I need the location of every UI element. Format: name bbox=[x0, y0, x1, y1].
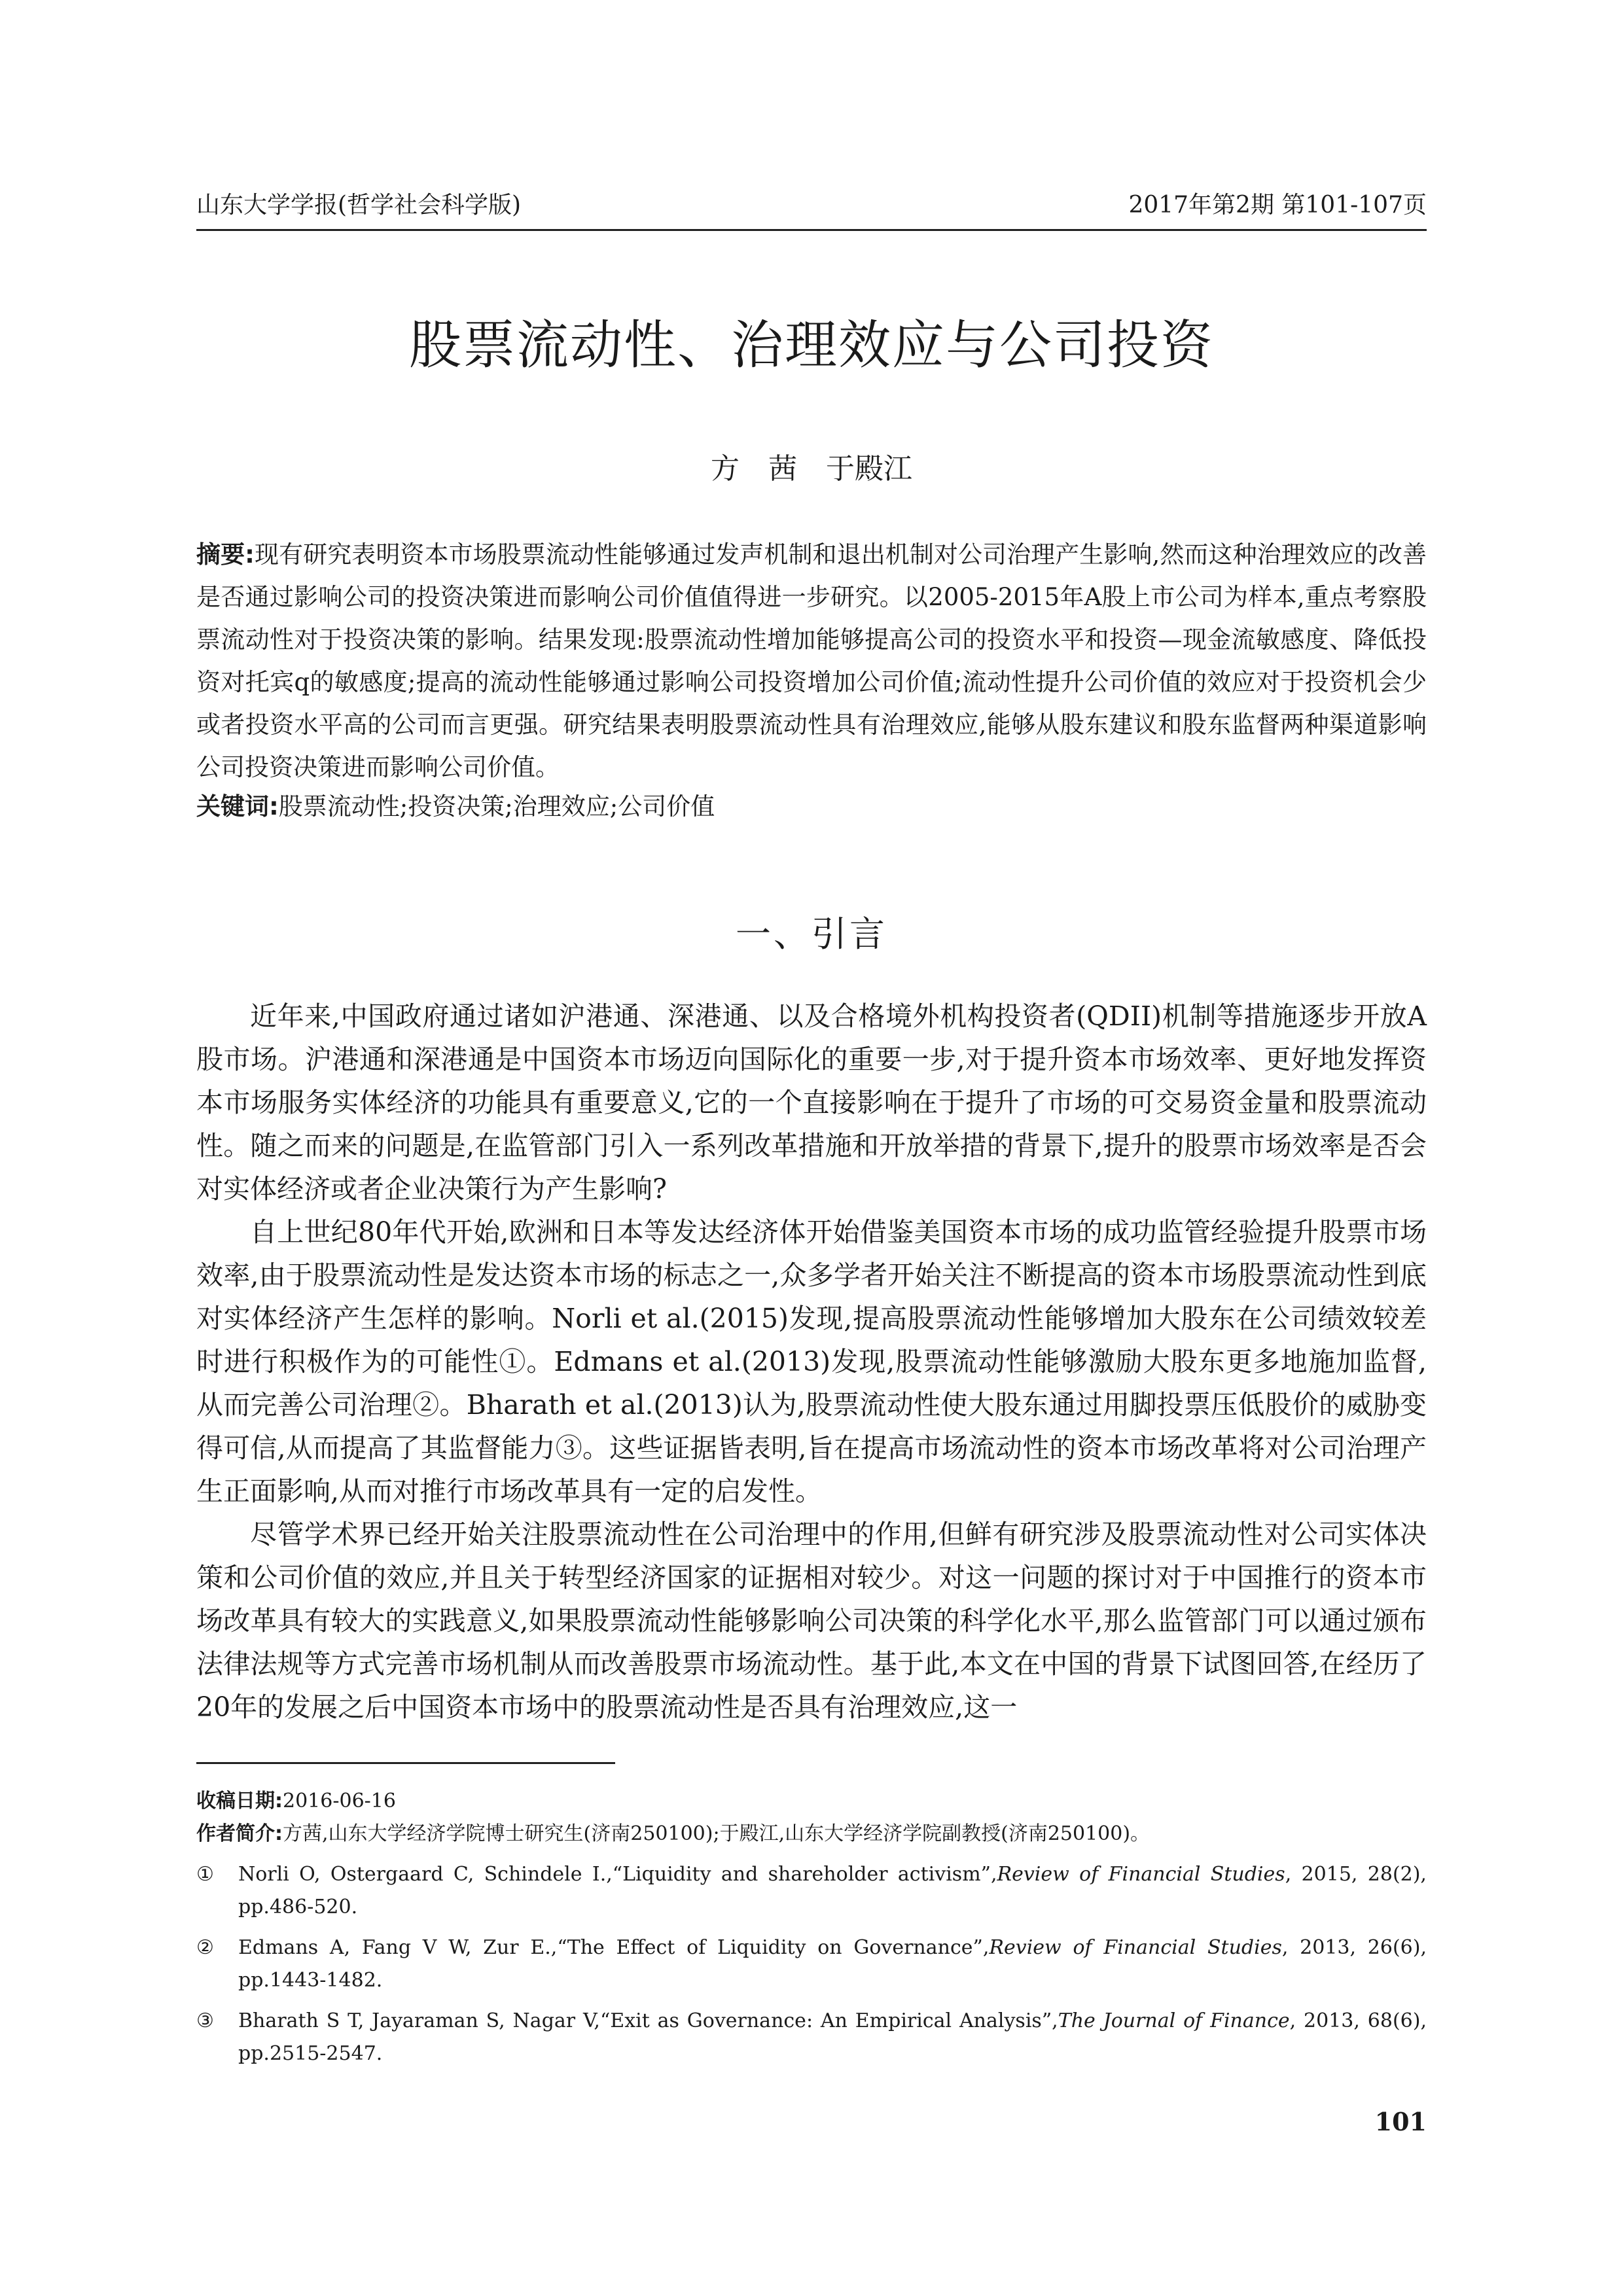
footnote-details: , 2013, 68(6), pp.2515-2547. bbox=[238, 2009, 1427, 2065]
keywords-text: 股票流动性;投资决策;治理效应;公司价值 bbox=[278, 792, 715, 821]
paragraph: 自上世纪80年代开始,欧洲和日本等发达经济体开始借鉴美国资本市场的成功监管经验提升股票市场效率,由于股票流动性是发达资本市场的标志之一,众多学者开始关注不断提高的资本市场股票流动性到底对实体经济产生怎样的影响。Norli et al.(2015)发现,提高股票流动性能够增加大股东在公司绩效较差时进行积极作为的可能性①。Edmans et al.(2013)发现,股票流动性能够激励大股东更多地施加监督,从而完善公司治理②。Bharath et al.(2013)认为,股票流动性使大股东通过用脚投票压低股价的威胁变得可信,从而提高了其监督能力③。这些证据皆表明,旨在提高市场流动性的资本市场改革将对公司治理产生正面影响,从而对推行市场改革具有一定的启发性。 bbox=[196, 1216, 1427, 1507]
received-label: 收稿日期: bbox=[196, 1790, 283, 1812]
keywords bbox=[196, 785, 1427, 828]
footnote-title: “Exit as Governance: An Empirical Analysis”, bbox=[599, 2009, 1058, 2032]
author-info-label: 作者简介: bbox=[196, 1822, 283, 1845]
footnote-journal: Review of Financial Studies bbox=[997, 1863, 1285, 1886]
issue-info: 2017年第2期 第101-107页 bbox=[1128, 192, 1427, 219]
page-number: 101 bbox=[1374, 2107, 1427, 2136]
author-info-text: 方茜,山东大学经济学院博士研究生(济南250100);于殿江,山东大学经济学院副教授(济南250100)。 bbox=[283, 1822, 1150, 1845]
footnote-body bbox=[238, 1858, 1427, 1924]
footnote-details: , 2013, 26(6), pp.1443-1482. bbox=[238, 1936, 1427, 1992]
footnote-journal: The Journal of Finance bbox=[1058, 2009, 1290, 2032]
author-info bbox=[196, 1818, 1427, 1850]
footnote-body bbox=[238, 1932, 1427, 1997]
paragraph: 近年来,中国政府通过诸如沪港通、深港通、以及合格境外机构投资者(QDII)机制等措施逐步开放A股市场。沪港通和深港通是中国资本市场迈向国际化的重要一步,对于提升资本市场效率、更好地发挥资本市场服务实体经济的功能具有重要意义,它的一个直接影响在于提升了市场的可交易资金量和股票流动性。随之而来的问题是,在监管部门引入一系列改革措施和开放举措的背景下,提升的股票市场效率是否会对实体经济或者企业决策行为产生影响? bbox=[196, 1000, 1427, 1205]
footnotes bbox=[196, 1858, 1427, 2078]
header-rule bbox=[196, 229, 1427, 231]
abstract-text: 现有研究表明资本市场股票流动性能够通过发声机制和退出机制对公司治理产生影响,然而这种治理效应的改善是否通过影响公司的投资决策进而影响公司价值值得进一步研究。以2005-2015年A股上市公司为样本,重点考察股票流动性对于投资决策的影响。结果发现:股票流动性增加能够提高公司的投资水平和投资—现金流敏感度、降低投资对托宾q的敏感度;提高的流动性能够通过影响公司投资增加公司价值;流动性提升公司价值的效应对于投资机会少或者投资水平高的公司而言更强。研究结果表明股票流动性具有治理效应,能够从股东建议和股东监督两种渠道影响公司投资决策进而影响公司价值。 bbox=[196, 540, 1427, 781]
footnote-authors: Edmans A, Fang V W, Zur E., bbox=[238, 1936, 558, 1959]
footnote bbox=[196, 2005, 1427, 2070]
footnote-title: “Liquidity and shareholder activism”, bbox=[612, 1863, 997, 1886]
footnote-journal: Review of Financial Studies bbox=[989, 1936, 1282, 1959]
footnote bbox=[196, 1858, 1427, 1924]
paper-title: 股票流动性、治理效应与公司投资 bbox=[409, 315, 1214, 376]
footnote-title: “The Effect of Liquidity on Governance”, bbox=[557, 1936, 990, 1959]
footnote bbox=[196, 1932, 1427, 1997]
journal-name: 山东大学学报(哲学社会科学版) bbox=[196, 192, 522, 219]
abstract bbox=[196, 533, 1427, 788]
authors: 方 茜 于殿江 bbox=[711, 452, 912, 486]
footnote-authors: Bharath S T, Jayaraman S, Nagar V, bbox=[238, 2009, 600, 2032]
footnote-mark: ② bbox=[196, 1936, 214, 1959]
section-heading: 一、引言 bbox=[736, 913, 887, 955]
footnote-mark: ③ bbox=[196, 2009, 214, 2032]
paragraph: 尽管学术界已经开始关注股票流动性在公司治理中的作用,但鲜有研究涉及股票流动性对公司实体决策和公司价值的效应,并且关于转型经济国家的证据相对较少。对这一问题的探讨对于中国推行的资本市场改革具有较大的实践意义,如果股票流动性能够影响公司决策的科学化水平,那么监管部门可以通过颁布法律法规等方式完善市场机制从而改善股票市场流动性。基于此,本文在中国的背景下试图回答,在经历了20年的发展之后中国资本市场中的股票流动性是否具有治理效应,这一 bbox=[196, 1519, 1427, 1723]
abstract-label: 摘要: bbox=[196, 540, 255, 569]
footnote-mark: ① bbox=[196, 1863, 214, 1886]
body-text bbox=[196, 995, 1427, 1729]
keywords-label: 关键词: bbox=[196, 792, 279, 821]
received-date bbox=[196, 1785, 1427, 1818]
footnote-details: , 2015, 28(2), pp.486-520. bbox=[238, 1863, 1427, 1918]
running-header bbox=[196, 185, 1427, 217]
received-text: 2016-06-16 bbox=[283, 1790, 396, 1812]
footnote-rule bbox=[196, 1762, 615, 1764]
footnote-authors: Norli O, Ostergaard C, Schindele I., bbox=[238, 1863, 613, 1886]
footnote-body bbox=[238, 2005, 1427, 2070]
article-meta bbox=[196, 1785, 1427, 1850]
